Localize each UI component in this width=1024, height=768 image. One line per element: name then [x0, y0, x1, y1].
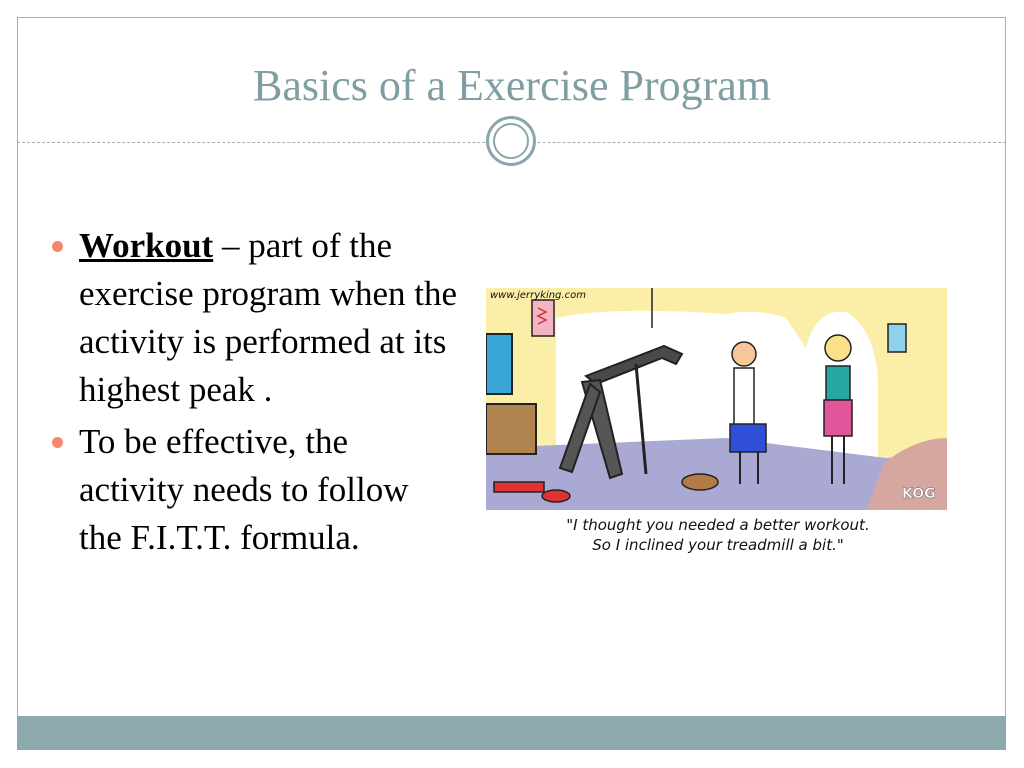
cartoon-woman-head: [825, 335, 851, 361]
cartoon-woman-top: [826, 366, 850, 402]
divider-circle-ornament: [486, 116, 536, 166]
cartoon-dumbbell: [494, 482, 544, 492]
treadmill-cartoon: [486, 288, 947, 562]
bullet-text: To be effective, the activity needs to follow the F.I.T.T. formula.: [79, 422, 409, 557]
bullet-list: [48, 222, 458, 566]
bullet-item-effective: [48, 418, 458, 562]
cartoon-man-shorts: [730, 424, 766, 452]
bullet-term: Workout: [79, 226, 214, 265]
bullet-dot-icon: [52, 437, 63, 448]
footer-bar: [17, 716, 1006, 750]
bullet-item-workout: [48, 222, 458, 414]
bullet-text: – part of the exercise program when the activity is performed at its highest peak .: [79, 226, 458, 409]
slide-title: Basics of a Exercise Program: [252, 61, 772, 110]
cartoon-man-shirt: [734, 368, 754, 426]
cartoon-dog-bowl: [542, 490, 570, 502]
cartoon-signature: KOG: [902, 486, 936, 502]
cartoon-caption-line-1: "I thought you needed a better workout.: [566, 516, 870, 534]
cartoon-woman-skirt: [824, 400, 852, 436]
cartoon-wall-sign: [888, 324, 906, 352]
cartoon-cabinet: [486, 404, 536, 454]
cartoon-caption-line-2: So I inclined your treadmill a bit.": [592, 536, 844, 554]
cartoon-url: www.jerryking.com: [490, 290, 586, 301]
bullet-dot-icon: [52, 241, 63, 252]
cartoon-man-head: [732, 342, 756, 366]
cartoon-dog: [682, 474, 718, 490]
cartoon-tv: [486, 334, 512, 394]
